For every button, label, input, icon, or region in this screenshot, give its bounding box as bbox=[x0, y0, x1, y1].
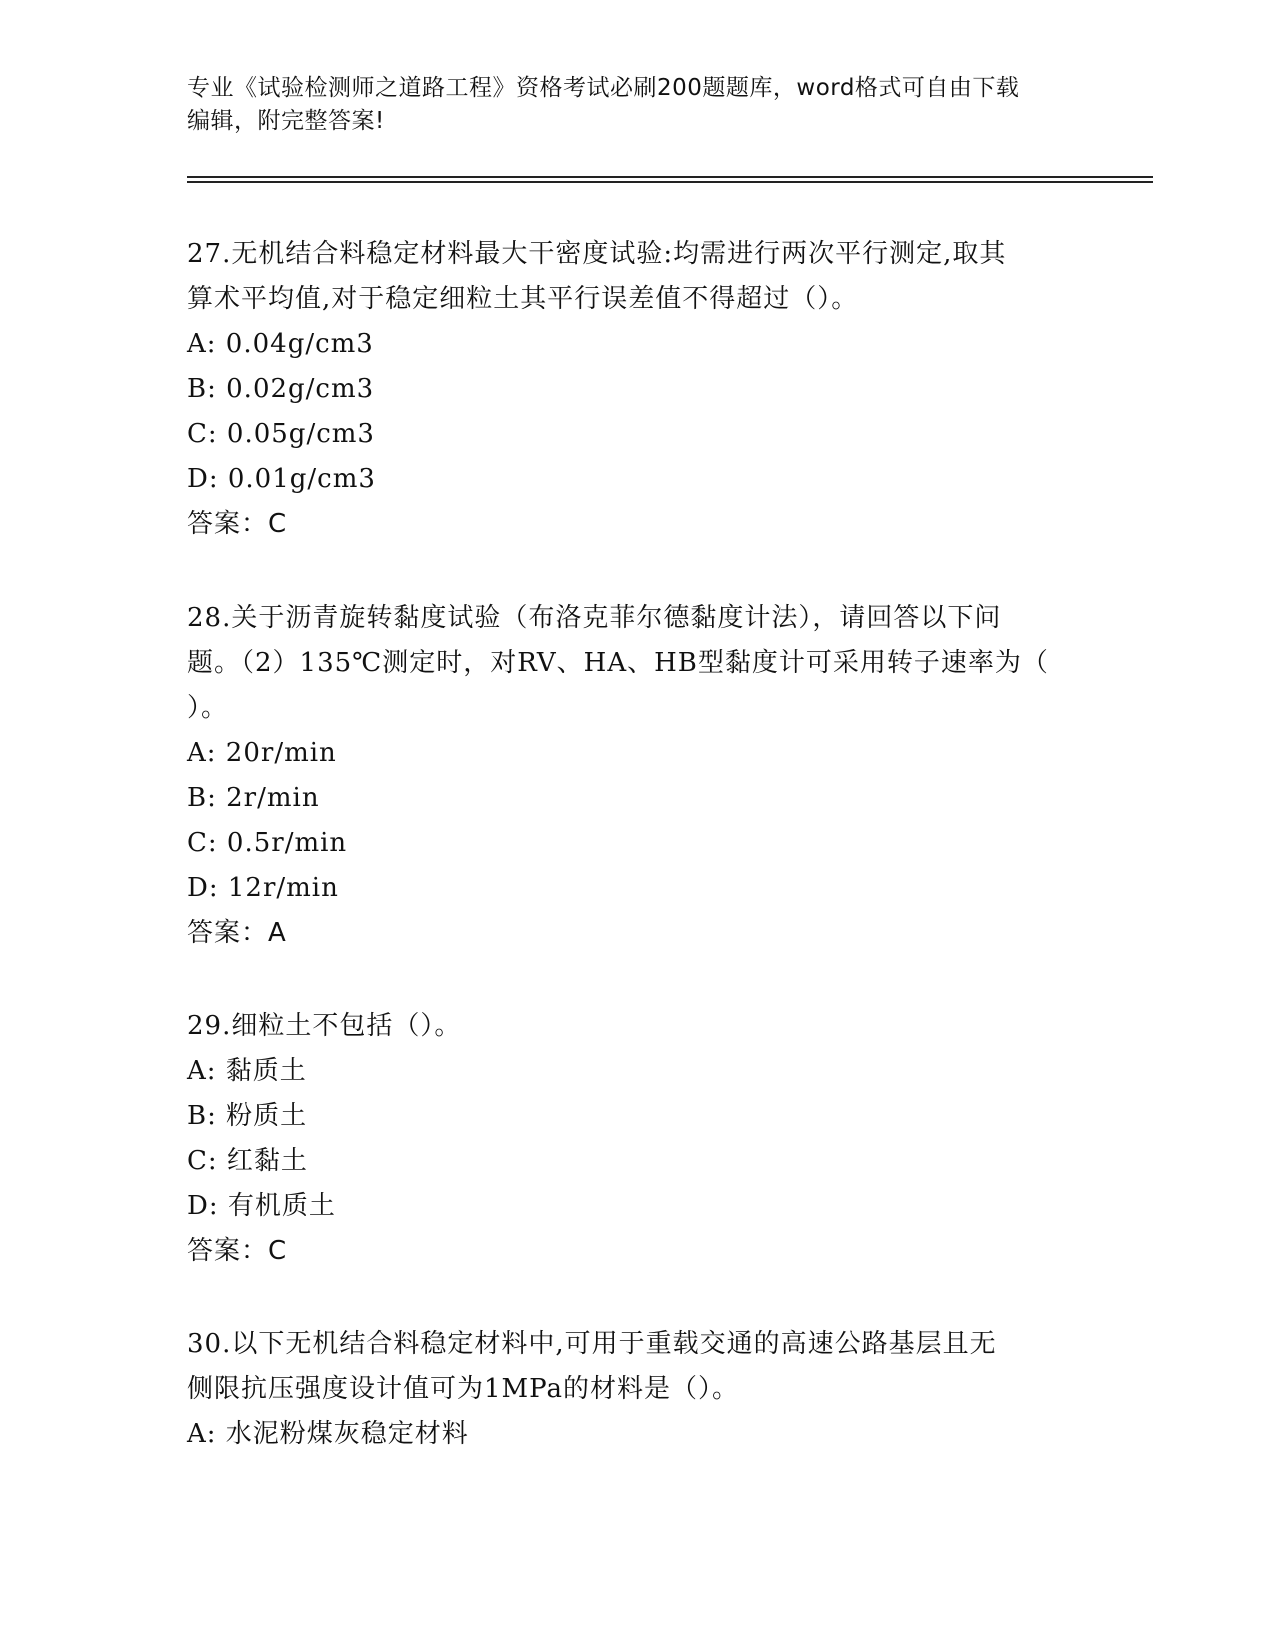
answer-label: 答案：C bbox=[187, 509, 288, 539]
question-27 bbox=[187, 232, 1087, 547]
option-a: A: 黏质土 bbox=[187, 1056, 307, 1086]
option-c: C: 0.05g/cm3 bbox=[187, 419, 375, 449]
option-a: A: 水泥粉煤灰稳定材料 bbox=[187, 1419, 469, 1449]
option-b: B: 2r/min bbox=[187, 783, 320, 813]
answer-label: 答案：A bbox=[187, 918, 287, 948]
option-d: D: 12r/min bbox=[187, 873, 339, 903]
question-30 bbox=[187, 1322, 1087, 1457]
option-a: A: 20r/min bbox=[187, 738, 337, 768]
option-b: B: 0.02g/cm3 bbox=[187, 374, 375, 404]
option-c: C: 红黏土 bbox=[187, 1146, 308, 1176]
question-stem-line: 侧限抗压强度设计值可为1MPa的材料是（）。 bbox=[187, 1374, 739, 1404]
answer-label: 答案：C bbox=[187, 1236, 288, 1266]
question-28 bbox=[187, 596, 1087, 956]
header-line-2: 编辑，附完整答案! bbox=[187, 108, 385, 134]
option-c: C: 0.5r/min bbox=[187, 828, 348, 858]
option-d: D: 0.01g/cm3 bbox=[187, 464, 376, 494]
question-stem-line: 算术平均值,对于稳定细粒土其平行误差值不得超过（）。 bbox=[187, 284, 859, 314]
option-a: A: 0.04g/cm3 bbox=[187, 329, 374, 359]
question-stem-line: 30.以下无机结合料稳定材料中,可用于重载交通的高速公路基层且无 bbox=[187, 1329, 997, 1359]
question-29 bbox=[187, 1004, 1087, 1274]
question-stem-line: 28.关于沥青旋转黏度试验（布洛克菲尔德黏度计法），请回答以下问 bbox=[187, 603, 1002, 633]
question-stem-line: ）。 bbox=[187, 693, 229, 723]
header-line-1: 专业《试验检测师之道路工程》资格考试必刷200题题库，word格式可自由下载 bbox=[187, 75, 1020, 101]
header-divider-bottom bbox=[187, 181, 1153, 183]
option-b: B: 粉质土 bbox=[187, 1101, 308, 1131]
document-header bbox=[187, 72, 1087, 138]
option-d: D: 有机质土 bbox=[187, 1191, 336, 1221]
question-stem-line: 27.无机结合料稳定材料最大干密度试验:均需进行两次平行测定,取其 bbox=[187, 239, 1007, 269]
header-divider-top bbox=[187, 176, 1153, 178]
question-stem-line: 题。（2）135℃测定时，对RV、HA、HB型黏度计可采用转子速率为（ bbox=[187, 648, 1049, 678]
question-stem-line: 29.细粒土不包括（）。 bbox=[187, 1011, 462, 1041]
